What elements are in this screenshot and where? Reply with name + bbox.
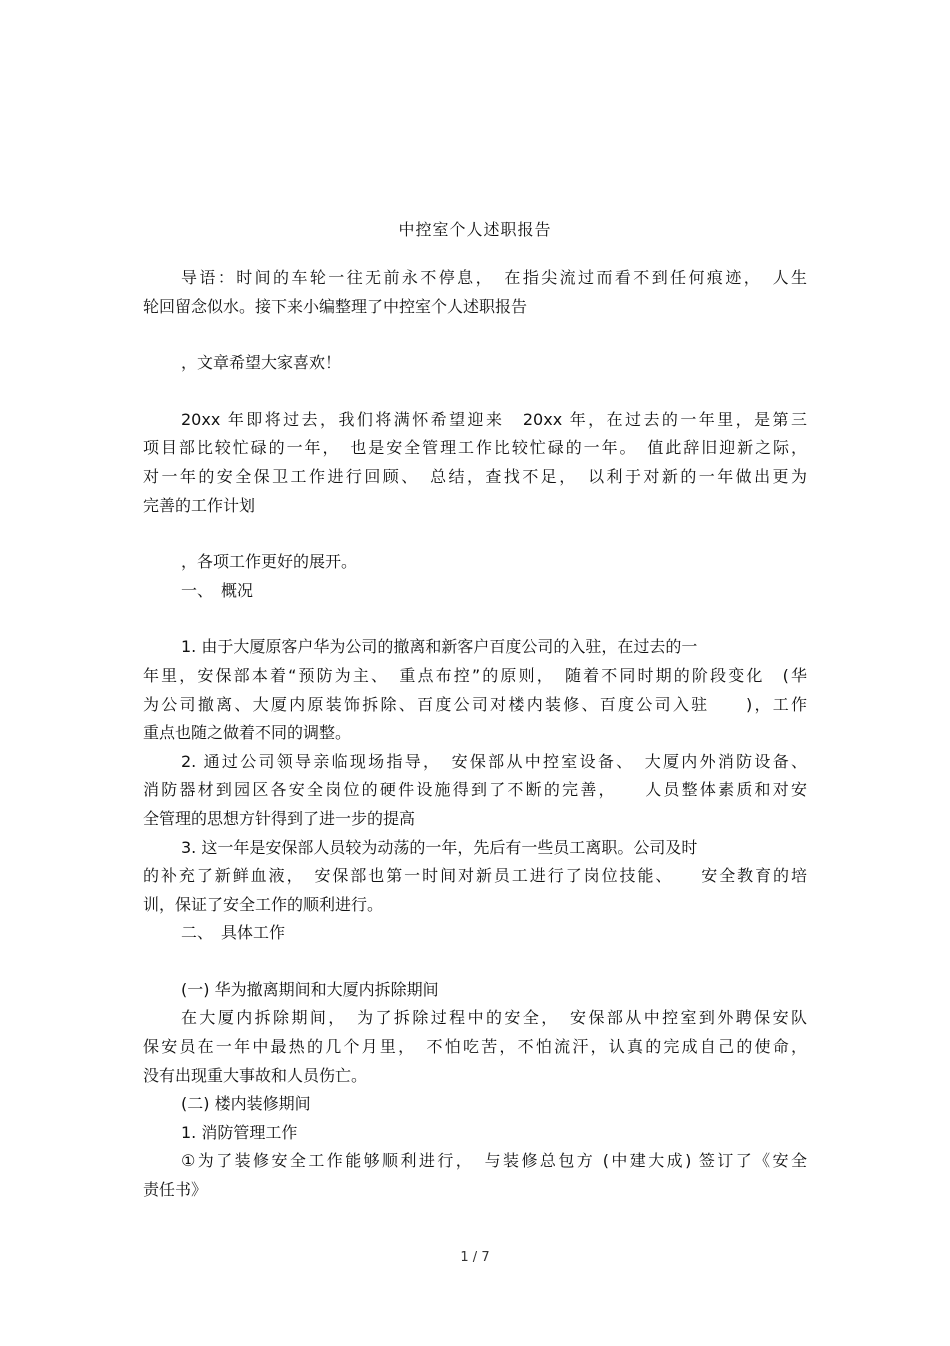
text-line: 的补充了新鲜血液， 安保部也第一时间对新员工进行了岗位技能、 安全教育的培 bbox=[143, 866, 807, 886]
page-number: 1 / 7 bbox=[460, 1250, 490, 1265]
text-line: 3. 这一年是安保部人员较为动荡的一年，先后有一些员工离职。公司及时 bbox=[181, 837, 698, 857]
text-line: 重点也随之做着不同的调整。 bbox=[143, 723, 352, 743]
paragraph-gap bbox=[143, 605, 807, 633]
text-line: 轮回留念似水。接下来小编整理了中控室个人述职报告 bbox=[143, 296, 528, 316]
text-line: 责任书》 bbox=[143, 1180, 208, 1200]
text-line: 在大厦内拆除期间， 为了拆除过程中的安全， 安保部从中控室到外聘保安队 bbox=[181, 1008, 807, 1028]
paragraph-gap bbox=[143, 321, 807, 349]
paragraph-gap bbox=[143, 378, 807, 406]
text-line: 对一年的安全保卫工作进行回顾、 总结，查找不足， 以利于对新的一年做出更为 bbox=[143, 466, 807, 486]
text-line: 20xx 年即将过去，我们将满怀希望迎来 20xx 年，在过去的一年里，是第三 bbox=[181, 409, 807, 429]
text-line: ，文章希望大家喜欢！ bbox=[181, 353, 342, 373]
text-line: 消防器材到园区各安全岗位的硬件设施得到了不断的完善， 人员整体素质和对安 bbox=[143, 780, 807, 800]
text-line: (一) 华为撤离期间和大厦内拆除期间 bbox=[181, 979, 439, 999]
text-line: 2. 通过公司领导亲临现场指导， 安保部从中控室设备、 大厦内外消防设备、 bbox=[181, 751, 807, 771]
text-line: 项目部比较忙碌的一年， 也是安全管理工作比较忙碌的一年。 值此辞旧迎新之际， bbox=[143, 438, 807, 458]
text-line: (二) 楼内装修期间 bbox=[181, 1094, 311, 1114]
text-line: 完善的工作计划 bbox=[143, 495, 256, 515]
text-line: 没有出现重大事故和人员伤亡。 bbox=[143, 1065, 368, 1085]
text-line: 1. 由于大厦原客户华为公司的撤离和新客户百度公司的入驻，在过去的一 bbox=[181, 637, 698, 657]
text-line: 一、 概况 bbox=[181, 580, 254, 600]
text-line: 训，保证了安全工作的顺利进行。 bbox=[143, 894, 384, 914]
text-line: 1. 消防管理工作 bbox=[181, 1122, 298, 1142]
paragraph-gap bbox=[143, 948, 807, 976]
text-line: 年里，安保部本着“预防为主、 重点布控”的原则， 随着不同时期的阶段变化 (华 bbox=[143, 665, 807, 685]
text-line: 保安员在一年中最热的几个月里， 不怕吃苦，不怕流汗，认真的完成自己的使命， bbox=[143, 1037, 807, 1057]
paragraph-gap bbox=[143, 520, 807, 548]
text-line: ①为了装修安全工作能够顺利进行， 与装修总包方 (中建大成) 签订了《安全 bbox=[181, 1151, 807, 1171]
text-line: 为公司撤离、大厦内原装饰拆除、百度公司对楼内装修、百度公司入驻 )，工作 bbox=[143, 694, 807, 714]
text-line: 二、 具体工作 bbox=[181, 923, 286, 943]
text-line: 导语：时间的车轮一往无前永不停息， 在指尖流过而看不到任何痕迹， 人生 bbox=[181, 268, 807, 287]
text-line: ，各项工作更好的展开。 bbox=[181, 552, 358, 572]
document-body bbox=[143, 264, 807, 1205]
text-line: 全管理的思想方针得到了进一步的提高 bbox=[143, 808, 416, 828]
document-title: 中控室个人述职报告 bbox=[398, 220, 552, 239]
